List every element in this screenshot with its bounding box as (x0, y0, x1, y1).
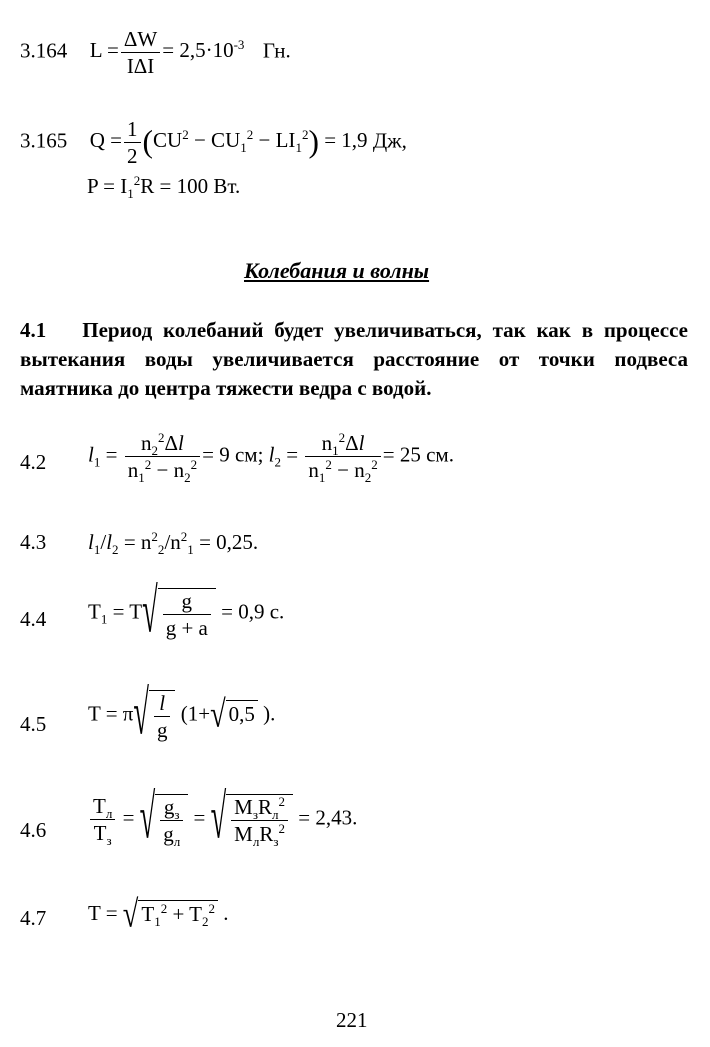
result: = 0,25. (199, 530, 259, 554)
problem-4-6 (20, 818, 46, 843)
problem-4-5 (20, 712, 46, 737)
problem-3-164 (20, 28, 291, 77)
page-number: 221 (336, 1008, 368, 1032)
problem-text: Период колебаний будет увеличиваться, так как в процессе вытекания воды увеличивается расстояние от точки подвеса маятника до центра тяжести ведра с водой. (20, 318, 688, 400)
problem-number: 4.2 (20, 450, 47, 474)
problem-4-4 (20, 607, 46, 632)
unit-label: Гн. (262, 38, 291, 63)
problem-number: 4.3 (20, 530, 47, 554)
result-2: = 25 см. (382, 442, 454, 467)
problem-number: 4.6 (20, 818, 47, 842)
formula-4-7: T = √ $T_1^2 + T_2^2$ . (88, 894, 229, 937)
problem-number: 4.4 (20, 607, 47, 631)
result: = 2,43. (298, 805, 358, 830)
formula-3-165-q: Q = $\frac{1}{2}$ $(CU^2 - CU_1^2 - LI_1^2) = 1,9$ (89, 117, 368, 169)
problem-4-7 (20, 906, 46, 931)
problem-number: 4.7 (20, 906, 47, 930)
formula-4-4: $T_1 = T√$ $\frac{g}{g + a}$ = 0,9 с. (88, 578, 285, 648)
section-heading: Колебания и волны (244, 258, 430, 283)
unit-label: Дж, (372, 128, 407, 153)
formula-4-5: T = π√ $\frac{l}{g}$ (1+√ 0,5 ). (88, 680, 276, 750)
formula-4-6: $\frac{T_л}{T_з}$ = √ $\frac{g_з}{g_л}$ = √ $\frac{M_зR_л^2}{M_лR_з^2}$ = 2,43. (88, 794, 357, 845)
problem-3-165 (20, 118, 407, 167)
result-1: = 9 см; (202, 442, 264, 467)
formula-4-2: $l_1$ = $\frac{n_2^2\Delta l}{n_1^2 - n_2^2}$ = 9 см; $l_2$ = $\frac{n_1^2\Delta l}{n_1^2 - n_2^2}$ = 25 см. (88, 430, 454, 486)
problem-number: 4.1 (20, 318, 47, 342)
problem-4-1 (20, 316, 688, 403)
formula-3-164: L = $\frac{\Delta W}{\text{IΔI}}$ = $2,5\cdot 10^{-3}$ (89, 27, 245, 79)
problem-number: 3.165 (20, 128, 68, 153)
problem-4-3 (20, 530, 46, 555)
problem-4-2 (20, 450, 46, 475)
formula-3-165-p: $P = I_1^2R = 100$ Вт. (87, 173, 241, 202)
p-value: = 100 Вт. (159, 174, 241, 198)
problem-number: 4.5 (20, 712, 47, 736)
formula-4-3: $l_1/l_2 = n^2_2/n^2_1 = 0,25$. (88, 529, 259, 558)
result: = 0,9 с. (221, 599, 285, 624)
problem-number: 3.164 (20, 38, 68, 63)
